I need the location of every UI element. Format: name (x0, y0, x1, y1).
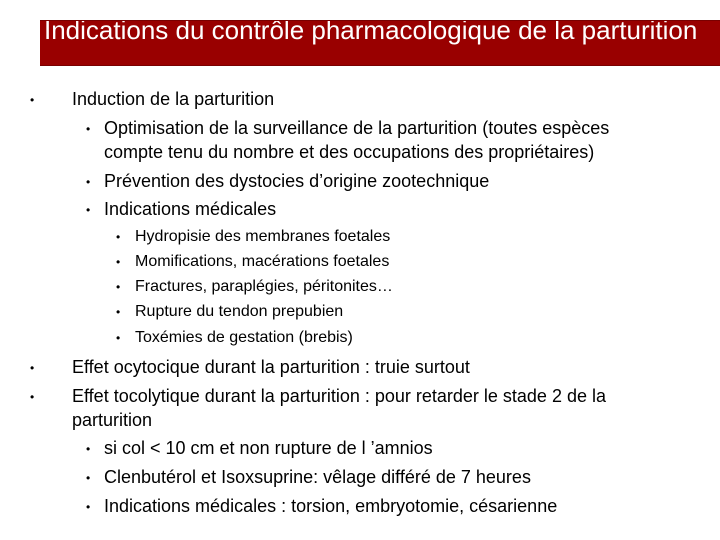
item-clenbuterol: Clenbutérol et Isoxsuprine: vêlage différé de 7 heures (104, 467, 531, 487)
item-effet-ocytocique: Effet ocytocique durant la parturition : truie surtout (72, 357, 470, 377)
bullet-14: • (86, 500, 91, 514)
item-indications-medicales-2: Indications médicales : torsion, embryotomie, césarienne (104, 496, 558, 516)
item-momifications: Momifications, macérations foetales (135, 253, 390, 270)
item-indications-medicales: Indications médicales (104, 199, 277, 219)
bullet-10: • (30, 361, 35, 375)
bullet-12: • (86, 442, 91, 456)
item-toxemies: Toxémies de gestation (brebis) (135, 329, 353, 346)
item-induction: Induction de la parturition (72, 89, 275, 109)
slide-title: Indications du contrôle pharmacologique de la parturition (44, 20, 698, 45)
item-effet-tocolytique: Effet tocolytique durant la parturition : pour retarder le stade 2 de la (72, 386, 606, 406)
bullet-7: • (116, 280, 121, 294)
bullet-11: • (30, 390, 35, 404)
item-hydropisie: Hydropisie des membranes foetales (135, 228, 391, 245)
bullet-13: • (86, 471, 91, 485)
item-fractures: Fractures, paraplégies, péritonites… (135, 278, 393, 295)
bullet-1: • (30, 93, 35, 107)
bullet-5: • (116, 230, 121, 244)
item-rupture-tendon: Rupture du tendon prepubien (135, 303, 344, 320)
item-col: si col < 10 cm et non rupture de l ’amnios (104, 438, 433, 458)
bullet-9: • (116, 331, 121, 345)
bullet-3: • (86, 175, 91, 189)
bullet-6: • (116, 255, 121, 269)
item-optimisation-cont: compte tenu du nombre et des occupations des propriétaires) (104, 142, 595, 162)
bullet-4: • (86, 203, 91, 217)
item-prevention: Prévention des dystocies d’origine zootechnique (104, 171, 490, 191)
bullet-2: • (86, 122, 91, 136)
item-effet-tocolytique-cont: parturition (72, 410, 153, 430)
bullet-8: • (116, 305, 121, 319)
item-optimisation: Optimisation de la surveillance de la parturition (toutes espèces (104, 118, 610, 138)
